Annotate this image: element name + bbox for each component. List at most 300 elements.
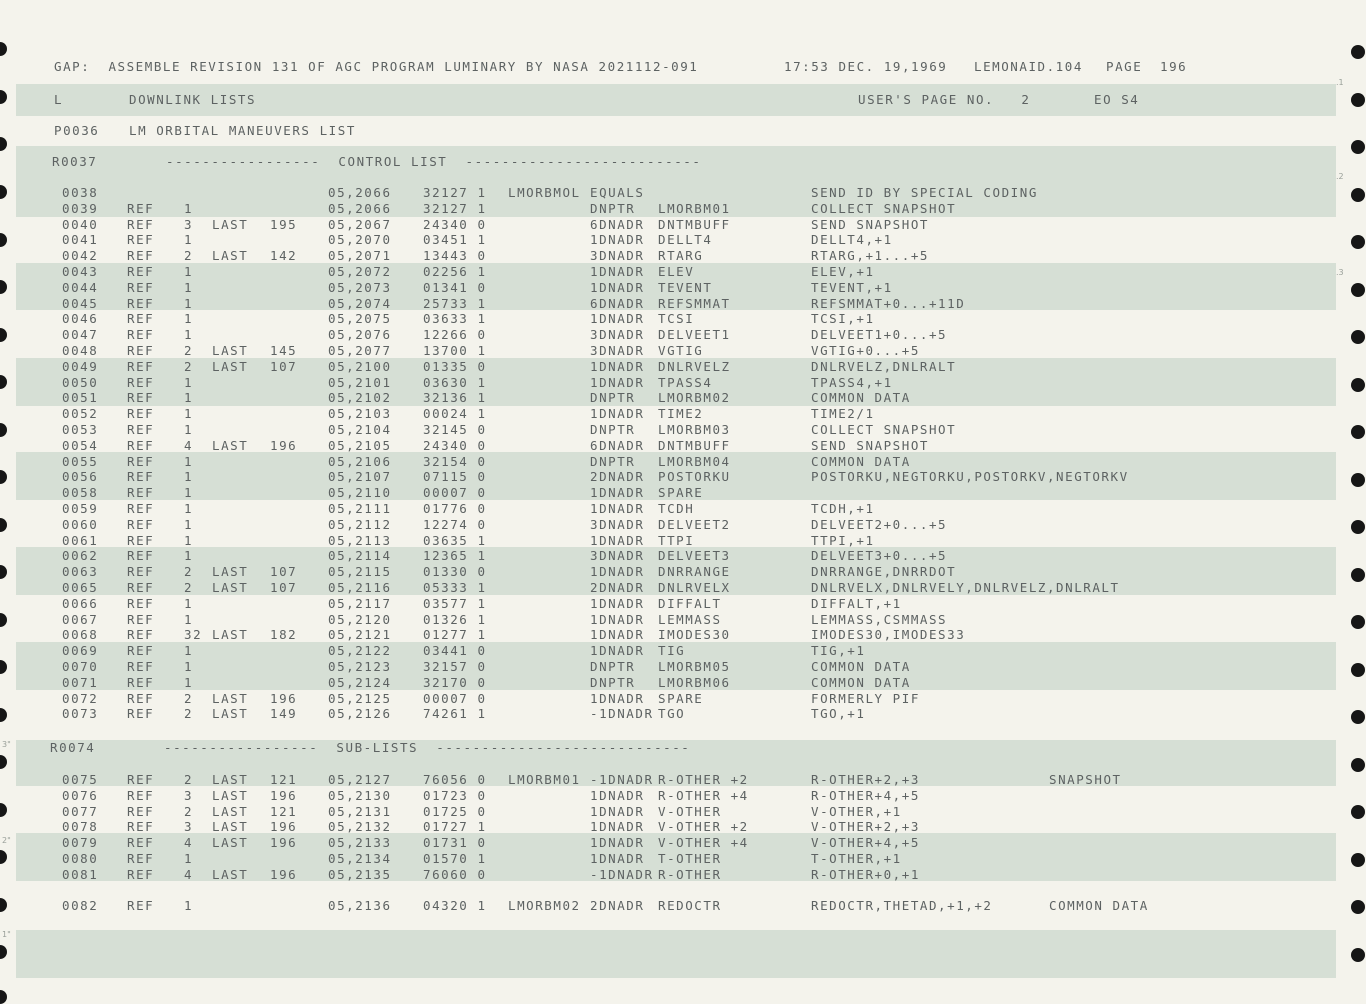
field-seq: 0079 (62, 835, 99, 851)
field-addr: 05,2076 (328, 327, 392, 343)
field-addr: 05,2066 (328, 185, 392, 200)
field-ref: REF (127, 469, 155, 485)
field-page: 121 (270, 772, 298, 787)
field-extra: COMMON DATA (1049, 898, 1149, 913)
field-ref: REF (127, 772, 155, 787)
field-addr: 05,2071 (328, 248, 392, 264)
field-operand: IMODES30 (658, 627, 731, 643)
field-comment: COMMON DATA (811, 390, 911, 406)
control-title: ----------------- CONTROL LIST -------------------------- (166, 154, 702, 169)
field-last: LAST (212, 819, 249, 835)
margin-mark: 2" (2, 836, 11, 845)
field-last: LAST (212, 706, 249, 722)
field-addr: 05,2107 (328, 469, 392, 485)
list-id: P0036 (54, 123, 100, 138)
field-word: 76056 0 (423, 772, 487, 787)
field-ref: REF (127, 819, 155, 835)
field-operand: V-OTHER +4 (658, 835, 749, 851)
field-comment: R-OTHER+0,+1 (811, 866, 920, 882)
field-seq: 0059 (62, 501, 99, 516)
field-addr: 05,2122 (328, 643, 392, 659)
field-operand: TCSI (658, 311, 695, 327)
field-ref: REF (127, 532, 155, 548)
field-page: 196 (270, 819, 298, 835)
field-addr: 05,2132 (328, 819, 392, 835)
field-op: 3DNADR (590, 516, 645, 532)
field-ref: REF (127, 787, 155, 803)
field-n: 32 (184, 627, 203, 643)
field-page: 142 (270, 248, 298, 264)
field-comment: RTARG,+1...+5 (811, 248, 929, 264)
field-ref: REF (127, 343, 155, 358)
sublist-id: R0074 (50, 740, 96, 755)
field-addr: 05,2106 (328, 453, 392, 469)
field-page: 195 (270, 216, 298, 232)
field-last: LAST (212, 772, 249, 787)
field-n: 1 (184, 643, 194, 659)
users-page-number: USER'S PAGE NO. 2 (858, 92, 1031, 107)
sprocket-hole (1351, 425, 1365, 439)
sprocket-hole (1351, 568, 1365, 582)
field-last: LAST (212, 564, 249, 580)
sprocket-hole (0, 990, 7, 1004)
sprocket-hole (1351, 663, 1365, 677)
field-ref: REF (127, 374, 155, 390)
sprocket-hole (1351, 235, 1365, 249)
field-op: 3DNADR (590, 343, 645, 358)
field-ref: REF (127, 898, 155, 913)
field-word: 32157 0 (423, 659, 487, 674)
field-addr: 05,2077 (328, 343, 392, 358)
field-operand: TIG (658, 643, 686, 659)
sprocket-hole (1351, 948, 1365, 962)
field-op: 1DNADR (590, 264, 645, 279)
field-last: LAST (212, 803, 249, 819)
field-ref: REF (127, 264, 155, 279)
sprocket-hole (0, 898, 7, 912)
sprocket-hole (0, 660, 7, 674)
sprocket-hole (0, 518, 7, 532)
field-seq: 0039 (62, 200, 99, 216)
field-last: LAST (212, 358, 249, 374)
field-seq: 0075 (62, 772, 99, 787)
field-word: 76060 0 (423, 866, 487, 882)
sprocket-hole (0, 280, 7, 294)
field-addr: 05,2117 (328, 595, 392, 611)
field-comment: DNLRVELZ,DNLRALT (811, 358, 957, 374)
field-word: 32127 1 (423, 185, 487, 200)
field-op: -1DNADR (590, 706, 654, 722)
sprocket-hole (1351, 758, 1365, 772)
sprocket-hole (0, 42, 7, 56)
field-comment: TCDH,+1 (811, 501, 875, 516)
field-addr: 05,2103 (328, 406, 392, 422)
field-n: 2 (184, 564, 194, 580)
field-seq: 0062 (62, 548, 99, 564)
field-ref: REF (127, 358, 155, 374)
field-addr: 05,2127 (328, 772, 392, 787)
field-operand: LMORBM05 (658, 659, 731, 674)
field-op: 6DNADR (590, 437, 645, 453)
field-op: DNPTR (590, 200, 636, 216)
field-word: 01725 0 (423, 803, 487, 819)
field-comment: T-OTHER,+1 (811, 851, 902, 866)
field-operand: TTPI (658, 532, 695, 548)
field-comment: V-OTHER+2,+3 (811, 819, 920, 835)
field-page: 196 (270, 787, 298, 803)
field-op: 1DNADR (590, 835, 645, 851)
field-n: 1 (184, 453, 194, 469)
field-ref: REF (127, 516, 155, 532)
field-ref: REF (127, 835, 155, 851)
field-page: 196 (270, 690, 298, 706)
field-seq: 0042 (62, 248, 99, 264)
field-ref: REF (127, 866, 155, 882)
field-addr: 05,2070 (328, 232, 392, 248)
field-op: 1DNADR (590, 279, 645, 295)
page-number: 196 (1160, 59, 1188, 74)
field-seq: 0048 (62, 343, 99, 358)
sprocket-hole (0, 755, 7, 769)
sprocket-hole (1351, 710, 1365, 724)
field-word: 01277 1 (423, 627, 487, 643)
field-operand: LMORBM02 (658, 390, 731, 406)
field-operand: LMORBM01 (658, 200, 731, 216)
eo-code: EO S4 (1094, 92, 1140, 107)
field-seq: 0081 (62, 866, 99, 882)
field-operand: LMORBM06 (658, 674, 731, 690)
field-ref: REF (127, 422, 155, 437)
field-word: 01330 0 (423, 564, 487, 580)
field-word: 00007 0 (423, 690, 487, 706)
field-seq: 0051 (62, 390, 99, 406)
lemonaid-version: LEMONAID.104 (974, 59, 1083, 74)
field-comment: COLLECT SNAPSHOT (811, 422, 957, 437)
field-op: 2DNADR (590, 469, 645, 485)
field-page: 107 (270, 580, 298, 595)
field-addr: 05,2073 (328, 279, 392, 295)
field-n: 1 (184, 659, 194, 674)
field-operand: REDOCTR (658, 898, 722, 913)
field-operand: SPARE (658, 690, 704, 706)
field-n: 4 (184, 835, 194, 851)
assembler-info: GAP: ASSEMBLE REVISION 131 OF AGC PROGRAM LUMINARY BY NASA 2021112-091 (54, 59, 699, 74)
field-ref: REF (127, 279, 155, 295)
margin-mark: 3" (2, 740, 11, 749)
field-addr: 05,2110 (328, 485, 392, 501)
field-ref: REF (127, 406, 155, 422)
sprocket-hole (0, 565, 7, 579)
field-n: 2 (184, 343, 194, 358)
field-comment: COMMON DATA (811, 659, 911, 674)
field-ref: REF (127, 851, 155, 866)
field-seq: 0080 (62, 851, 99, 866)
field-addr: 05,2136 (328, 898, 392, 913)
field-comment: POSTORKU,NEGTORKU,POSTORKV,NEGTORKV (811, 469, 1129, 485)
field-n: 1 (184, 469, 194, 485)
field-n: 1 (184, 264, 194, 279)
field-operand: DNTMBUFF (658, 216, 731, 232)
field-op: 1DNADR (590, 532, 645, 548)
field-page: 149 (270, 706, 298, 722)
field-operand: R-OTHER +4 (658, 787, 749, 803)
field-last: LAST (212, 835, 249, 851)
field-word: 05333 1 (423, 580, 487, 595)
field-op: 1DNADR (590, 803, 645, 819)
field-comment: TGO,+1 (811, 706, 866, 722)
field-seq: 0046 (62, 311, 99, 327)
sprocket-hole (0, 375, 7, 389)
sprocket-hole (0, 945, 7, 959)
sprocket-hole (1351, 45, 1365, 59)
field-comment: SEND SNAPSHOT (811, 216, 929, 232)
field-op: DNPTR (590, 453, 636, 469)
field-seq: 0054 (62, 437, 99, 453)
field-seq: 0078 (62, 819, 99, 835)
field-addr: 05,2101 (328, 374, 392, 390)
field-op: 1DNADR (590, 485, 645, 501)
field-seq: 0058 (62, 485, 99, 501)
field-op: 1DNADR (590, 851, 645, 866)
page-label: PAGE (1106, 59, 1143, 74)
field-ref: REF (127, 232, 155, 248)
sprocket-hole (1351, 615, 1365, 629)
field-seq: 0055 (62, 453, 99, 469)
field-ref: REF (127, 564, 155, 580)
field-comment: COMMON DATA (811, 674, 911, 690)
field-word: 12365 1 (423, 548, 487, 564)
margin-mark: .1 (1336, 78, 1344, 87)
field-ref: REF (127, 216, 155, 232)
field-last: LAST (212, 343, 249, 358)
field-op: 1DNADR (590, 819, 645, 835)
field-n: 1 (184, 311, 194, 327)
field-operand: DELVEET3 (658, 548, 731, 564)
field-n: 1 (184, 516, 194, 532)
field-addr: 05,2104 (328, 422, 392, 437)
field-n: 3 (184, 819, 194, 835)
field-ref: REF (127, 248, 155, 264)
field-op: 1DNADR (590, 595, 645, 611)
field-seq: 0077 (62, 803, 99, 819)
field-addr: 05,2133 (328, 835, 392, 851)
field-operand: DIFFALT (658, 595, 722, 611)
field-op: 3DNADR (590, 248, 645, 264)
field-word: 03635 1 (423, 532, 487, 548)
field-label: LMORBM02 (508, 898, 581, 913)
field-ref: REF (127, 437, 155, 453)
field-n: 1 (184, 595, 194, 611)
field-op: 1DNADR (590, 627, 645, 643)
field-word: 24340 0 (423, 216, 487, 232)
field-n: 1 (184, 232, 194, 248)
field-op: 3DNADR (590, 327, 645, 343)
field-last: LAST (212, 437, 249, 453)
field-seq: 0047 (62, 327, 99, 343)
field-n: 2 (184, 248, 194, 264)
field-addr: 05,2072 (328, 264, 392, 279)
field-n: 3 (184, 787, 194, 803)
field-last: LAST (212, 248, 249, 264)
field-ref: REF (127, 453, 155, 469)
field-word: 01335 0 (423, 358, 487, 374)
field-n: 1 (184, 200, 194, 216)
field-comment: TCSI,+1 (811, 311, 875, 327)
field-op: DNPTR (590, 422, 636, 437)
sprocket-hole (0, 185, 7, 199)
field-ref: REF (127, 627, 155, 643)
field-page: 121 (270, 803, 298, 819)
sprocket-hole (1351, 473, 1365, 487)
field-addr: 05,2075 (328, 311, 392, 327)
field-word: 01731 0 (423, 835, 487, 851)
field-op: 2DNADR (590, 580, 645, 595)
field-ref: REF (127, 803, 155, 819)
field-comment: ELEV,+1 (811, 264, 875, 279)
field-seq: 0063 (62, 564, 99, 580)
field-op: 3DNADR (590, 548, 645, 564)
field-operand: DNLRVELZ (658, 358, 731, 374)
field-word: 32127 1 (423, 200, 487, 216)
field-operand: DELVEET1 (658, 327, 731, 343)
field-comment: FORMERLY PIF (811, 690, 920, 706)
field-ref: REF (127, 311, 155, 327)
field-seq: 0070 (62, 659, 99, 674)
field-operand: DNLRVELX (658, 580, 731, 595)
field-comment: REFSMMAT+0...+11D (811, 295, 966, 311)
field-n: 1 (184, 898, 194, 913)
field-word: 01341 0 (423, 279, 487, 295)
field-comment: COMMON DATA (811, 453, 911, 469)
field-addr: 05,2124 (328, 674, 392, 690)
field-n: 1 (184, 501, 194, 516)
field-word: 02256 1 (423, 264, 487, 279)
field-seq: 0045 (62, 295, 99, 311)
field-seq: 0044 (62, 279, 99, 295)
field-op: 1DNADR (590, 374, 645, 390)
field-op: 1DNADR (590, 358, 645, 374)
field-seq: 0043 (62, 264, 99, 279)
field-word: 32136 1 (423, 390, 487, 406)
sprocket-hole (1351, 283, 1365, 297)
field-comment: DELVEET2+0...+5 (811, 516, 948, 532)
field-seq: 0076 (62, 787, 99, 803)
field-comment: V-OTHER+4,+5 (811, 835, 920, 851)
field-addr: 05,2111 (328, 501, 392, 516)
field-operand: SPARE (658, 485, 704, 501)
field-addr: 05,2135 (328, 866, 392, 882)
field-comment: TIME2/1 (811, 406, 875, 422)
field-comment: COLLECT SNAPSHOT (811, 200, 957, 216)
field-comment: DELVEET1+0...+5 (811, 327, 948, 343)
field-word: 03441 0 (423, 643, 487, 659)
timestamp: 17:53 DEC. 19,1969 (784, 59, 948, 74)
field-n: 1 (184, 548, 194, 564)
field-operand: TCDH (658, 501, 695, 516)
field-seq: 0068 (62, 627, 99, 643)
field-page: 145 (270, 343, 298, 358)
field-operand: V-OTHER (658, 803, 722, 819)
sprocket-hole (0, 137, 7, 151)
field-op: 6DNADR (590, 295, 645, 311)
field-seq: 0071 (62, 674, 99, 690)
field-op: 2DNADR (590, 898, 645, 913)
field-n: 1 (184, 532, 194, 548)
field-op: 6DNADR (590, 216, 645, 232)
sprocket-hole (1351, 853, 1365, 867)
margin-mark: .3 (1336, 268, 1344, 277)
field-word: 01326 1 (423, 611, 487, 627)
sprocket-hole (0, 328, 7, 342)
field-addr: 05,2116 (328, 580, 392, 595)
green-bar (16, 930, 1336, 978)
field-word: 13443 0 (423, 248, 487, 264)
field-operand: DNRRANGE (658, 564, 731, 580)
field-comment: LEMMASS,CSMMASS (811, 611, 948, 627)
field-operand: R-OTHER +2 (658, 772, 749, 787)
sprocket-hole (1351, 520, 1365, 534)
field-op: -1DNADR (590, 866, 654, 882)
field-word: 01570 1 (423, 851, 487, 866)
field-addr: 05,2120 (328, 611, 392, 627)
field-operand: VGTIG (658, 343, 704, 358)
field-comment: IMODES30,IMODES33 (811, 627, 966, 643)
field-ref: REF (127, 485, 155, 501)
field-seq: 0049 (62, 358, 99, 374)
field-word: 12266 0 (423, 327, 487, 343)
field-op: 1DNADR (590, 232, 645, 248)
sprocket-hole (0, 233, 7, 247)
field-page: 182 (270, 627, 298, 643)
field-ref: REF (127, 690, 155, 706)
sprocket-hole (1351, 900, 1365, 914)
field-ref: REF (127, 595, 155, 611)
field-comment: TPASS4,+1 (811, 374, 893, 390)
section-title: DOWNLINK LISTS (129, 92, 257, 107)
field-seq: 0066 (62, 595, 99, 611)
field-n: 2 (184, 690, 194, 706)
field-operand: ELEV (658, 264, 695, 279)
field-word: 03630 1 (423, 374, 487, 390)
field-operand: LEMMASS (658, 611, 722, 627)
field-seq: 0082 (62, 898, 99, 913)
field-ref: REF (127, 548, 155, 564)
field-operand: TIME2 (658, 406, 704, 422)
field-op: 1DNADR (590, 787, 645, 803)
field-op: EQUALS (590, 185, 645, 200)
field-operand: REFSMMAT (658, 295, 731, 311)
field-n: 1 (184, 611, 194, 627)
field-last: LAST (212, 580, 249, 595)
sprocket-hole (1351, 378, 1365, 392)
field-addr: 05,2105 (328, 437, 392, 453)
field-comment: R-OTHER+2,+3 (811, 772, 920, 787)
field-word: 03633 1 (423, 311, 487, 327)
field-n: 1 (184, 390, 194, 406)
field-n: 1 (184, 327, 194, 343)
field-op: 1DNADR (590, 564, 645, 580)
field-last: LAST (212, 787, 249, 803)
field-last: LAST (212, 866, 249, 882)
field-word: 03577 1 (423, 595, 487, 611)
field-seq: 0041 (62, 232, 99, 248)
field-comment: VGTIG+0...+5 (811, 343, 920, 358)
field-word: 24340 0 (423, 437, 487, 453)
field-addr: 05,2112 (328, 516, 392, 532)
field-n: 1 (184, 851, 194, 866)
field-n: 2 (184, 803, 194, 819)
field-ref: REF (127, 390, 155, 406)
